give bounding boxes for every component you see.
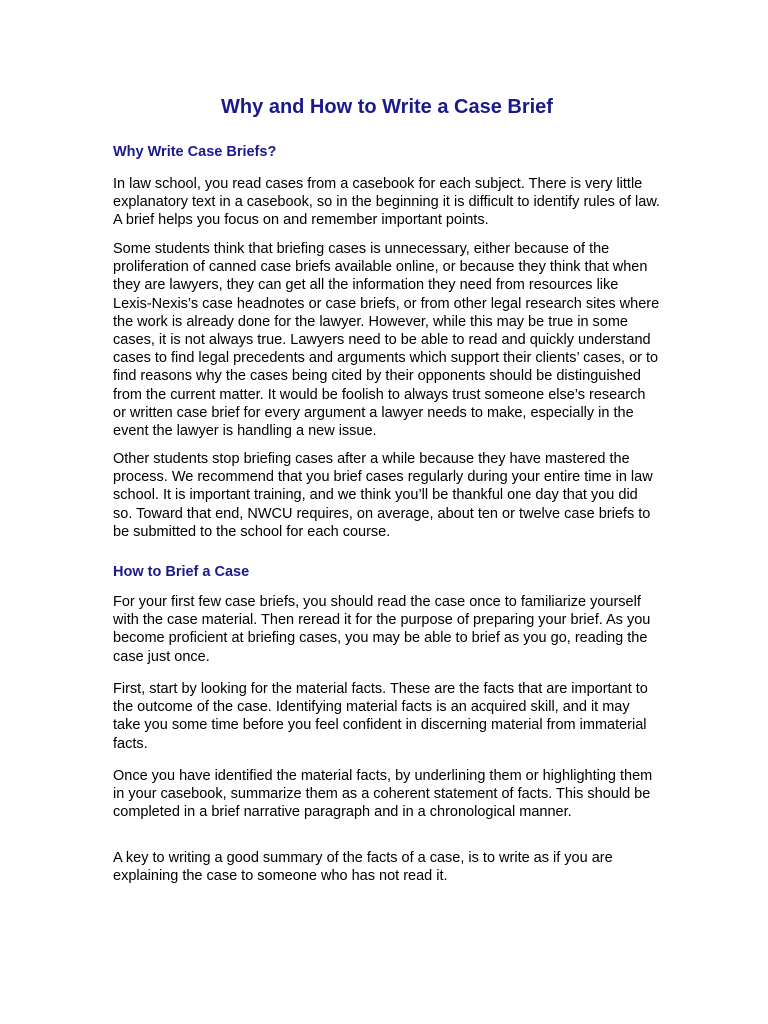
paragraph-why-2: Some students think that briefing cases is unnecessary, either because of the proliferation of canned case briefs available online, or because they think that when they are lawyers, they can get all the information they need from resources like Lexis-Nexis’s case headnotes or case briefs, or from other legal research sites where the work is already done for the lawyer. However, while this may be true in some cases, it is not always true. Lawyers need to be able to read and quickly understand cases to find legal precedents and arguments which support their clients’ cases, or to find reasons why the cases being cited by their opponents should be distinguished from the current matter. It would be foolish to always trust someone else’s research or written case brief for every argument a lawyer needs to make, especially in the event the lawyer is handling a new issue. — [113, 241, 660, 440]
paragraph-how-1: For your first few case briefs, you should read the case once to familiarize yourself with the case material. Then reread it for the purpose of preparing your brief. As you become proficient at briefing cases, you may be able to brief as you go, reading the case just once. — [113, 594, 651, 665]
paragraph-why-3: Other students stop briefing cases after a while because they have mastered the process. We recommend that you brief cases regularly during your entire time in law school. It is important training, and we think you’ll be thankful one day that you did so. Toward that end, NWCU requires, on average, about ten or twelve case briefs to be submitted to the school for each course. — [113, 451, 653, 540]
section-heading-why: Why Write Case Briefs? — [113, 144, 277, 160]
document-title: Why and How to Write a Case Brief — [221, 96, 553, 118]
paragraph-how-3: Once you have identified the material facts, by underlining them or highlighting them in your casebook, summarize them as a coherent statement of facts. This should be completed in a brief narrative paragraph and in a chronological manner. — [113, 768, 653, 821]
section-heading-how: How to Brief a Case — [113, 564, 250, 580]
paragraph-why-1: In law school, you read cases from a casebook for each subject. There is very little explanatory text in a casebook, so in the beginning it is difficult to identify rules of law. A brief helps you focus on and remember important points. — [113, 176, 661, 229]
paragraph-how-2: First, start by looking for the material facts. These are the facts that are important to the outcome of the case. Identifying material facts is an acquired skill, and it may take you some time before you feel confident in discerning material from immaterial facts. — [113, 681, 648, 752]
paragraph-how-4: A key to writing a good summary of the facts of a case, is to write as if you are explaining the case to someone who has not read it. — [113, 850, 613, 885]
